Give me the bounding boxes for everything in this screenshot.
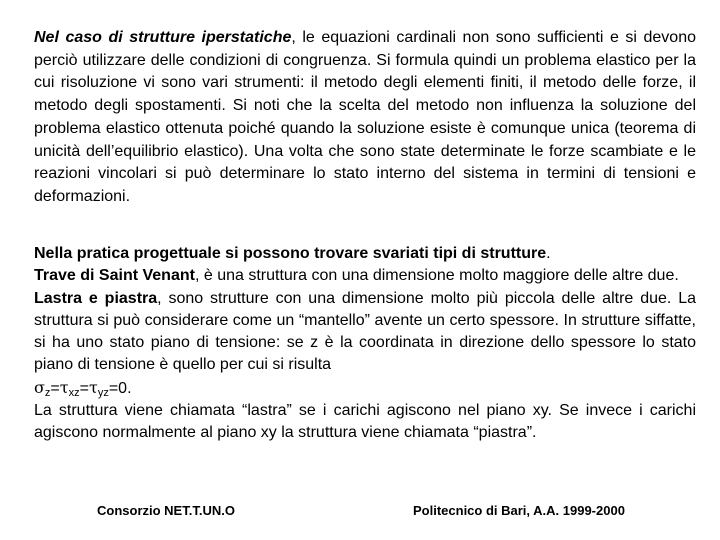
paragraph-tipi-strutture xyxy=(34,243,696,445)
tau-symbol-1: τ xyxy=(59,377,69,397)
sigma-symbol: σ xyxy=(34,377,45,397)
paragraph-iperstatiche xyxy=(34,27,696,209)
intro-end-text: . xyxy=(546,245,551,262)
tau-symbol-2: τ xyxy=(88,377,98,397)
equals-2: = xyxy=(79,379,89,397)
stress-formula xyxy=(34,377,696,400)
equals-1: = xyxy=(50,379,60,397)
lastra-definition xyxy=(34,288,696,377)
lastra-term: Lastra e piastra xyxy=(34,289,158,307)
equals-zero: =0. xyxy=(108,379,132,397)
intro-line xyxy=(34,243,696,265)
trave-text: , è una struttura con una dimensione molto maggiore delle altre due. xyxy=(194,267,679,285)
trave-term: Trave di Saint Venant xyxy=(34,267,195,285)
paragraph-lead-term: Nel caso di strutture iperstatiche xyxy=(34,29,292,46)
sub-z: z xyxy=(44,386,51,399)
sub-xz: xz xyxy=(68,386,80,399)
trave-definition xyxy=(34,265,696,287)
footer-university: Politecnico di Bari, A.A. 1999-2000 xyxy=(413,503,625,518)
paragraph-body-text: , le equazioni cardinali non sono sufficienti e si devono perciò utilizzare delle condizioni di congruenza. Si formula quindi un problema elastico per la cui risoluzione vi sono vari strumenti: il metodo degli elementi finiti, il metodo delle forze, il metodo degli spostamenti. Si noti che la scelta del metodo non influenza la soluzione del problema elastico ottenuta poiché quando la soluzione esiste è comunque unica (teorema di unicità dell’equilibrio elastico). Una volta che sono state determinate le forze scambiate e le reazioni vincolari si può determinare lo stato interno del sistema in termini di tensioni e deformazioni. xyxy=(34,29,697,205)
lastra-text: , sono strutture con una dimensione molto più piccola delle altre due. La struttura si può considerare come un “mantello” avente un certo spessore. In strutture siffatte, si ha uno stato piano di tensione: se z è la coordinata in direzione dello spessore lo stato piano di tensione è quello per cui si risulta xyxy=(34,289,697,374)
sub-yz: yz xyxy=(97,386,109,399)
footer-consortium: Consorzio NET.T.UN.O xyxy=(97,503,235,518)
lastra-piastra-text: La struttura viene chiamata “lastra” se i carichi agiscono nel piano xy. Se invece i carichi agiscono normalmente al piano xy la struttura viene chiamata “piastra”. xyxy=(34,402,696,442)
intro-bold-text: Nella pratica progettuale si possono trovare svariati tipi di strutture xyxy=(34,245,547,262)
